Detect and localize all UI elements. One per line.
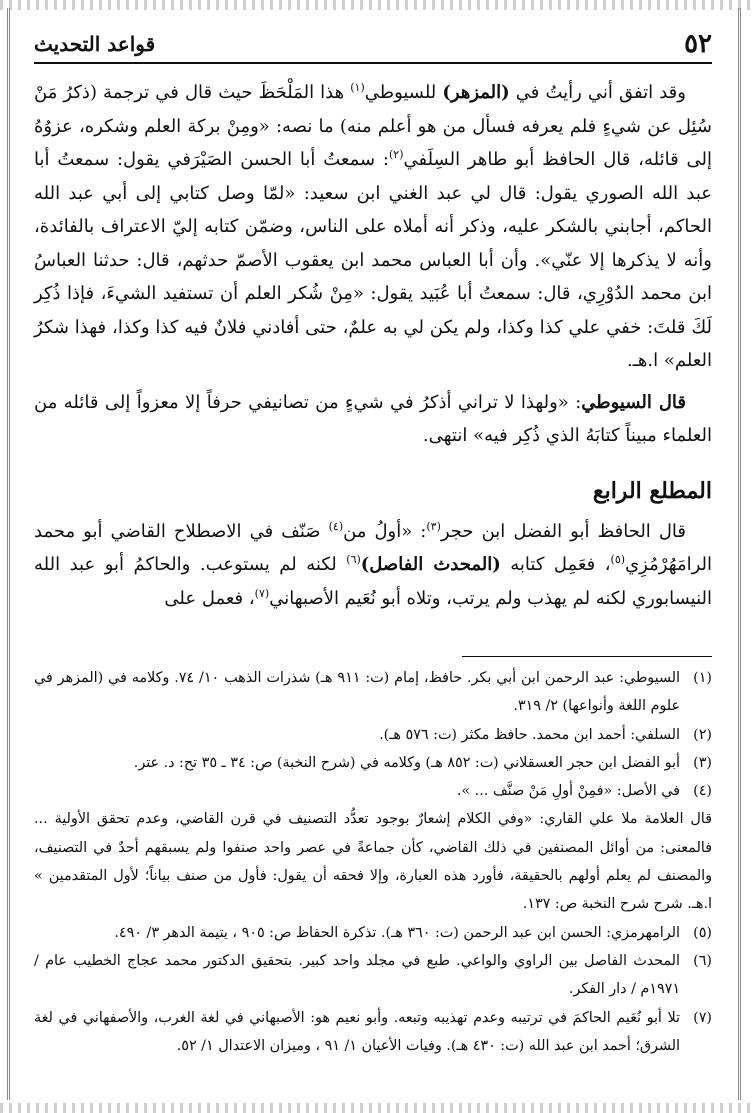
page-number: ٥٢ <box>684 29 712 59</box>
paragraph-3 <box>34 515 712 616</box>
footnotes <box>34 664 712 1060</box>
text-span: ، فعَمِل كتابه <box>500 554 611 575</box>
footnote-text: تلا أبو نُعَيم الحاكمَ في ترتيبه وعدم تهذيبه وتبعه. وأبو نعيم هو: الأصبهاني في لغة الغرب، والأصفهاني في لغة الشرق؛ أحمد ابن عبد الله (ت: ٤٣٠ هـ). وفيات الأعيان ١/ ٩١ ، وميزان الاعتدال ١/ ٥٢. <box>34 1009 680 1054</box>
footnote-text: السيوطي: عبد الرحمن ابن أبي بكر. حافظ، إمام (ت: ٩١١ هـ) شذرات الذهب ١٠/ ٧٤. وكلامه في (المزهر في علوم اللغة وأنواعها) ٢/ ٣١٩. <box>34 670 680 715</box>
footnote-item <box>34 721 712 749</box>
section-title: المطلع الرابع <box>592 477 712 504</box>
footnote-continuation <box>34 805 712 918</box>
book-title-muhaddith: (المحدث الفاصل) <box>360 554 501 575</box>
footnote-item <box>34 947 712 1004</box>
footnote-ref-6: (٦) <box>346 553 361 566</box>
footnote-item <box>34 777 712 805</box>
footnote-item <box>34 919 712 947</box>
footnote-ref-5: (٥) <box>610 553 626 566</box>
footnote-separator <box>462 656 712 657</box>
text-span: ، فعمل على <box>164 587 255 609</box>
footnote-text: الرامهرمزي: الحسن ابن عبد الرحمن (ت: ٣٦٠ هـ). تذكرة الحفاظ ص: ٩٠٥ ، يتيمة الدهر ٣/ ٤٩٠. <box>114 924 680 941</box>
paragraph-1 <box>34 76 712 378</box>
footnote-number: (٣) <box>693 754 712 771</box>
footnote-number: (٤) <box>693 783 712 800</box>
book-title-mizhar: (المزهر) <box>442 82 510 103</box>
footnote-ref-4: (٤) <box>328 519 344 533</box>
footnote-number: (٦) <box>693 952 712 969</box>
text-span: هذا المَلْحَظَ حيث قال في ترجمة (ذكرُ مَنْ سُئِل عن شيءٍ فلم يعرفه فسأل من هو أعلم منه) ما نصه: «ومِنْ بركة العلم وشكره، عزوُهُ إلى قائله، قال الحافظ أبو طاهر السِلَفي <box>34 82 712 170</box>
footnote-ref-2: (٢) <box>388 148 404 161</box>
text-span: قال الحافظ أبو الفضل ابن حجر <box>440 520 686 542</box>
text-span: : «أولُ من <box>343 520 427 542</box>
text-span: : «ولهذا لا تراني أذكرُ في شيءٍ من تصانيفي حرفاً إلا معزواً إلى قائله من العلماء مبيناً كتابَهُ الذي ذُكِر فيه» انتهى. <box>34 391 712 446</box>
running-title: قواعد التحديث <box>34 32 156 56</box>
footnote-text: قال العلامة ملا علي القاري: «وفي الكلام إشعارٌ بوجود تعدُّد التصنيف في قرن القاضي، وعدم تحقق الأولية ... فالمعنى: من أوائل المصنفين في ذلك القاضي، كأن جماعةً في عصر واحد صنفوا ولم يسبقهم أحدٌ في التصنيف، والمصنف لم يعلم أولهم بالحقيقة، فأورد هذه العبارة، وإلا فحقه أن يقول: فأول من صنف بياناً؛ لأول المتقدمين » ا.هـ. شرح شرح النخبة ص: ١٣٧. <box>34 811 712 913</box>
text-span: وقد اتفق أني رأيتُ في <box>509 82 686 103</box>
main-text <box>34 76 712 615</box>
footnote-item <box>34 664 712 721</box>
bottom-ornament-border <box>0 1103 752 1113</box>
text-span: لكنه لم يستوعب. والحاكمُ أبو عبد الله النيسابوري لكنه لم يهذب ولم يرتب، وتلاه أبو نُعَيم الأصبهاني <box>34 554 712 609</box>
footnote-text: المحدث الفاصل بين الراوي والواعي. طبع في مجلد واحد كبير. بتحقيق الدكتور محمد عجاج الخطيب عام / ١٩٧١م / دار الفكر. <box>34 952 680 998</box>
footnote-number: (٧) <box>693 1009 712 1026</box>
footnote-ref-3: (٣) <box>426 519 441 533</box>
footnote-item <box>34 1004 712 1061</box>
footnote-number: (٢) <box>693 726 712 743</box>
page-header <box>34 28 712 64</box>
footnote-text: أبو الفضل ابن حجر العسقلاني (ت: ٨٥٢ هـ) وكلامه في (شرح النخبة) ص: ٣٤ ـ ٣٥ تح: د. عتر. <box>133 754 680 771</box>
text-span: : سمعتُ أبا الحسن الصَيْرَفي يقول: سمعتُ أبا عبد الله الصوري يقول: قال لي عبد الغني ابن سعيد: «لمّا وصل كتابي إلى أبي عبد الله الحاكم، أجابني بالشكر عليه، وذكر أنه أملاه على الناس، وضمّن كتابه إليّ الاعتراف بالفائدة، وأنه لا يذكرها إلا عنّي». وأن أبا العباس محمد ابن يعقوب الأصمّ حدثهم، قال: حدثنا العباسُ ابن محمد الدُوْرِي، قال: سمعتُ أبا عُبَيد يقول: «مِنْ شُكر العلم أن تستفيد الشيءَ، فإذا ذُكِر لَكَ قلتَ: خفي علي كذا وكذا، ولم يكن لي به علمٌ، حتى أفادني فلانٌ فيه كذا وكذا، فهذا شكرُ العلم» ا.هـ. <box>34 149 712 371</box>
footnote-ref-1: (١) <box>350 81 365 94</box>
footnote-text: السلفي: أحمد ابن محمد. حافظ مكثر (ت: ٥٧٦ هـ). <box>379 726 680 743</box>
text-span: صَنّف في الاصطلاح القاضي أبو محمد الرامَهُرْمُزِي <box>34 520 713 575</box>
text-span: للسيوطي <box>364 82 443 103</box>
paragraph-2 <box>34 386 712 453</box>
footnote-number: (١) <box>693 670 712 686</box>
footnote-text: في الأصل: «فمِنْ أولِ مَنْ صنَّف ... ». <box>456 783 680 800</box>
footnote-ref-7: (٧) <box>254 586 270 600</box>
speaker-name: قال السيوطي <box>581 391 686 413</box>
footnote-item <box>34 749 712 777</box>
footnote-number: (٥) <box>693 924 712 941</box>
